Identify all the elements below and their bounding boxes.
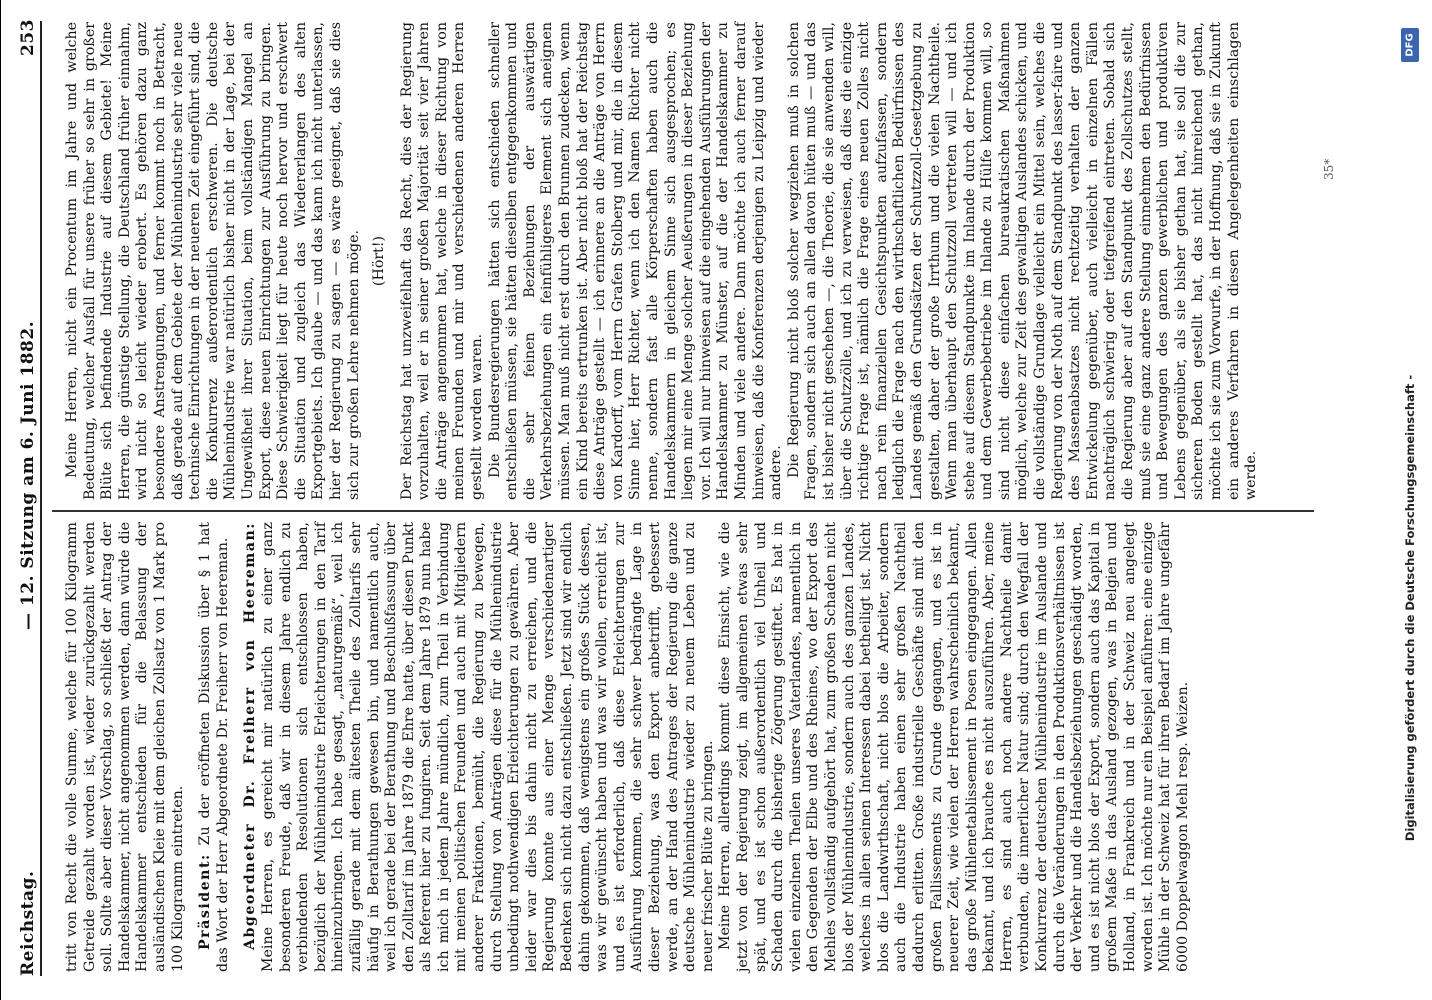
digitization-credit: Digitalisierung gefördert durch die Deutsche Forschungsgemeinschaft - — [1403, 374, 1417, 842]
signature-mark: 35* — [1322, 158, 1336, 180]
running-header-left: Reichstag. — [18, 870, 38, 976]
paragraph-text: Meine Herren, es gereicht mir natürlich zu einer ganz besonderen Freude, daß wir in diesem Jahre endlich zu verbindenden Resolutionen sich entschlossen haben, bezüglich der Mühlenindustrie Erleichterungen in den Tarif hineinzubringen. Ich habe gesagt, „naturgemäß“, weil ich zufällig gerade mit dem ältesten Theile des Zolltarifs sehr häufig in Berathungen gewesen bin, und namentlich auch, weil ich gerade bei der Berathung und Beschlußfassung über den Zolltarif im Jahre 1879 die Ehre hatte, über diesen Punkt als Referent hier zu fungiren. Seit dem Jahre 1879 nun habe ich mich in jedem Jahre mündlich, zum Theil in Verbindung mit meinen politischen Freunden und auch mit Mitgliedern anderer Fraktionen, bemüht, die Regierung zu bewegen, durch Stellung von Anträgen diese für die Mühlenindustrie unbedingt nothwendigen Erleichterungen zu gewähren. Aber leider war dies bis dahin nicht zu erreichen, und die Regierung konnte aus einer Menge verschiedenartiger Bedenken sich nicht dazu entschließen. Jetzt sind wir endlich dahin gekommen, daß wenigstens ein großes Stück dessen, was wir gewünscht haben und was wir wollen, erreicht ist, und es ist erforderlich, daß diese Erleichterungen zur Ausführung kommen, die sehr schwer bedrängte Lage in dieser Beziehung, was den Export anbetrifft, gebessert werde, an der Hand des Antrages der Regierung die ganze deutsche Mühlenindustrie wieder zu neuem Leben und zu neuer frischer Blüte zu bringen. — [259, 522, 716, 972]
interjection: (Hört!) — [371, 235, 388, 287]
paragraph: Die Bundesregierungen hätten sich entschieden schneller entschließen müssen, sie hätten dieselben entgegenkommen und die sehr feinen Beziehungen der auswärtigen Verkehrsbeziehungen ein feinfühligeres Element sich aneignen müssen. Man muß nicht erst durch den Brunnen zudecken, wenn ein Kind bereits ertrunken ist. Aber nicht bloß hat der Reichstag diese Anträge gestellt — ich erinnere an die Anträge von Herrn von Kardorff, vom Herrn Grafen Stolberg und mir, die in diesem Sinne hier, Herr Richter, wenn ich den Namen Richter nicht nenne, sondern fast alle Körperschaften haben auch die Handelskammern in gleichem Sinne sich ausgesprochen; es liegen mir eine Menge solcher Aeußerungen in dieser Beziehung vor. Ich will nur hinweisen auf die eingehenden Ausführungen der Handelskammer zu Münster, auf die der Handelskammer zu Minden und viele andere. Dann möchte ich auch ferner darauf hinweisen, daß die Konferenzen derjenigen zu Leipzig und wieder andere. — [486, 22, 785, 500]
column-divider — [52, 511, 1314, 513]
running-header-title: — 12. Sitzung am 6. Juni 1882. — [18, 320, 38, 630]
header-rule — [40, 21, 42, 976]
speech-paragraph — [242, 522, 717, 972]
paragraph: Der Reichstag hat unzweifelhaft das Recht, dies der Regierung vorzuhalten, weil er in seiner großen Majorität seit vier Jahren die Anträge angenommen hat, welche in dieser Richtung von meinen Freunden und mir und verschiedenen anderen Herren gestellt worden waren. — [398, 22, 486, 500]
dfg-credit — [1390, 8, 1430, 992]
left-column — [64, 522, 1192, 972]
dfg-logo-icon: DFG — [1401, 28, 1419, 62]
top-border — [0, 0, 1, 1000]
page-number: 253 — [18, 19, 38, 56]
speaker-label: Präsident: — [197, 853, 214, 950]
paragraph-text: Zu der eröffneten Diskussion über § 1 hat das Wort der Herr Abgeordnete Dr. Freiherr von Heereman. — [197, 522, 231, 972]
paragraph: Die Regierung nicht bloß solcher wegziehen muß in solchen Fragen, sondern sich auch an allen davon hüten muß — und das ist bisher nicht geschehen —, die Theorie, die sie anwenden will, über die Schutzzölle, und ich zu verweisen, daß dies die einzige richtige Frage ist, nämlich die Frage eines neuen Zolles nicht nach rein finanziellen Gesichtspunkten aufzufassen, sondern lediglich die Frage nach den wirthschaftlichen Bedürfnissen des Landes gemäß den Grundsätzen der Schutzzoll-Gesetzgebung zu gestalten, daher der große Irrthum und die vielen Nachtheile. Wenn man überhaupt den Schutzzoll vertreten will — und ich stehe auf diesem Standpunkte im Inlande durch der Produktion und dem Gewerbebetriebe im Inlande zu Hülfe kommen will, so sind nicht diese einfachen bureaukratischen Maßnahmen möglich, welche zur Zeit des gewaltigen Auslandes schicken, und die vollständige Grundlage vielleicht ein Mittel sein, welches die Regierung von der Noth auf dem Standpunkt des lasser-faire und des Massenabsatzes nicht rechtzeitig verhalten der ganzen Entwickelung gegenüber, auch vielleicht in einzelnen Fällen nachträglich schwierig oder tiefgreifend eintreten. Sobald sich die Regierung aber auf den Standpunkt des Zollschutzes stellt, muß sie eine ganz andere Stellung einnehmen den Bedürfnissen und Bewegungen des ganzen gewerblichen und produktiven Lebens gegenüber, als sie bisher gethan hat, sie soll die zur sicheren Boden gestellt hat, das nicht hinreichend gethan, möchte ich sie zum Vorwurfe, in der Hoffnung, daß sie in Zukunft ein anderes Verfahren in diesen Angelegenheiten einschlagen werde. — [785, 22, 1260, 500]
right-column — [64, 22, 1261, 500]
paragraph: Meine Herren, allerdings kommt diese Einsicht, wie die jetzt von der Regierung zeigt, im allgemeinen etwas sehr spät, und es ist schon außerordentlich viel Unheil und Schaden durch die bisherige Zögerung gestiftet. Es hat in vielen einzelnen Theilen unseres Vaterlandes, namentlich in den Gegenden der Elbe und des Rheines, wo der Export des Mehles vollständig aufgehört hat, zum großen Schaden nicht blos der Mühlenindustrie, sondern auch des ganzen Landes, welches in allen seinen Interessen dabei betheiligt ist. Nicht blos die Landwirthschaft, nicht blos die Arbeiter, sondern auch die Industrie haben einen sehr großen Nachtheil dadurch erlitten. Große industrielle Geschäfte sind mit den großen Fallissements zu Grunde gegangen, und es ist in neuerer Zeit, wie vielen der Herren wahrscheinlich bekannt, das große Mühlenetablissement in Posen eingegangen. Allen bekannt, und ich brauche es nicht auszuführen. Aber, meine Herren, es sind auch noch andere Nachtheile damit verbunden, die innerlicher Natur sind; durch den Wegfall der Konkurrenz der deutschen Mühlenindustrie im Auslande und durch die Veränderungen in den Produktionsverhältnissen ist der Verkehr und die Handelsbeziehungen geschädigt worden, und es ist nicht blos der Export, sondern auch das Kapital in großem Maße in das Ausland gezogen, was in Belgien und Holland, in Frankreich und in der Schweiz neu angelegt worden ist. Ich möchte nur ein Beispiel anführen: eine einzige Mühle in der Schweiz hat für ihren Bedarf im Jahre ungefähr 6000 Doppelwaggon Mehl resp. Weizen. — [717, 522, 1191, 972]
paragraph: Meine Herren, nicht ein Procentum im Jahre und welche Bedeutung, welcher Ausfall für unsere früher so sehr in großer Blüte sich befindende Industrie auf diesem Gebiete! Meine Herren, die günstige Stellung, die Deutschland früher einnahm, wird nicht so leicht wieder erobert. Es gehören dazu ganz besondere Anstrengungen, und ferner kommt noch in Betracht, daß gerade auf dem Gebiete der Mühlenindustrie sehr viele neue technische Einrichtungen in der neueren Zeit eingeführt sind, die die Konkurrenz außerordentlich erschweren. Die deutsche Mühlenindustrie war natürlich bisher nicht in der Lage, bei der Ungewißheit ihrer Situation, beim vollständigen Mangel an Export, diese neuen Einrichtungen zur Ausführung zu bringen. Diese Schwierigkeit liegt für heute noch hervor und erschwert die Situation und zugleich das Wiedererlangen des alten Exportgebiets. Ich glaube — und das kann ich nicht unterlassen, hier der Regierung zu sagen — es wäre geeignet, daß sie dies sich zur großen Lehre nehmen möge. — [64, 22, 362, 500]
paragraph: tritt von Recht die volle Summe, welche für 100 Kilogramm Getreide gezahlt worden ist, wieder zurückgezahlt werden soll. Sollte aber dieser Vorschlag, so schließt der Antrag der Handelskammer, nicht angenommen werden, dann würde die Handelskammer entschieden für die Belassung der ausländischen Kleie mit dem gleichen Zollsatz von 1 Mark pro 100 Kilogramm eintreten. — [64, 522, 186, 972]
president-paragraph — [197, 522, 232, 972]
speaker-label: Abgeordneter Dr. Freiherr von Heereman: — [242, 522, 259, 950]
